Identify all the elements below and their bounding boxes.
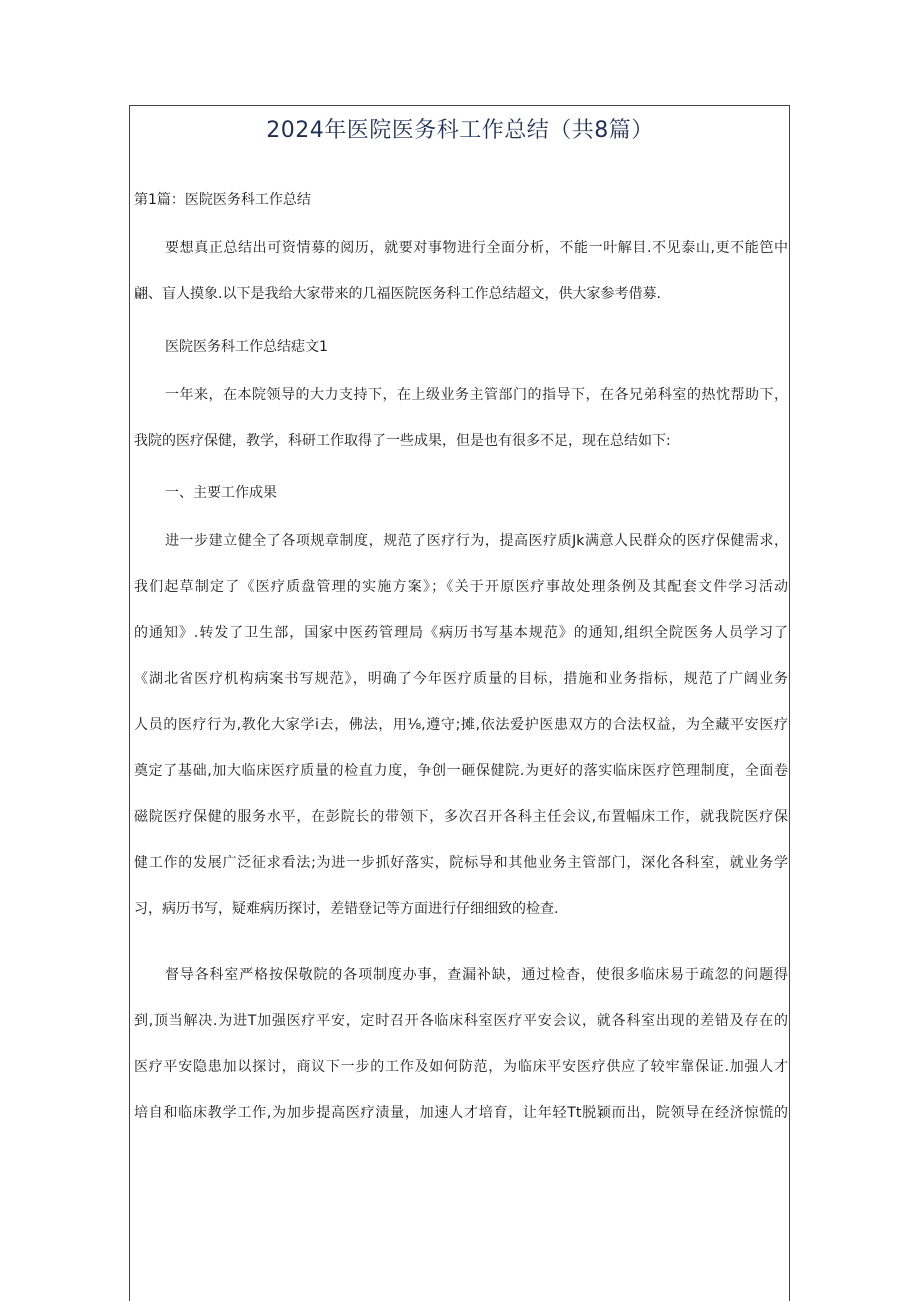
paragraph-line: 奠定了基础,加大临床医疗质量的检直力度，争创一砸保健院.为更好的落实临床医疗笆理制度，全面卷 — [134, 763, 788, 779]
document-title: 2024年医院医务科工作总结（共8篇） — [266, 118, 654, 143]
paragraph-line: 进一步建立健全了各项规章制度，规范了医疗行为，提高医疗质Jk满意人民群众的医疗保健需求， — [165, 533, 788, 549]
paragraph-2 — [134, 531, 788, 919]
section-heading: 第1篇：医院医务科工作总结 — [134, 192, 311, 208]
paragraph-line: 健工作的发展广泛征求看法;为进一步抓好落实，院标导和其他业务主管部门，深化各科室，就业务学 — [134, 855, 788, 871]
paragraph-line: 翩、盲人摸象.以下是我给大家带来的几福医院医务科工作总结超文，供大家参考借募. — [134, 286, 661, 302]
paragraph-line: 磁院医疗保健的服务水平，在彭院长的带领下，多次召开各科主任会议,布置幅床工作，就我院医疗保 — [134, 809, 788, 825]
paragraph-line: 到,顶当解决.为进T加强医疗平安，定时召开各临床科室医疗平安会议，就各科室出现的差错及存在的 — [134, 1013, 788, 1029]
paragraph-line: 我院的医疗保健，教学，科研工作取得了一些成果，但是也有很多不足，现在总结如下: — [134, 433, 671, 449]
paragraph-line: 习，病历书写，疑难病历探讨，差错登记等方面进行仔细细致的检查. — [134, 901, 559, 917]
paragraph-1 — [134, 385, 788, 451]
paragraph-line: 督导各科室严格按保敬院的各项制度办事，查漏补缺，通过检杳，使很多临床易于疏忽的问题得 — [165, 967, 788, 983]
paragraph-line: 医疗平安隐患加以探讨，商议下一步的工作及如何防范，为临床平安医疗供应了较牢靠保证.加强人才 — [134, 1059, 788, 1075]
intro-paragraph — [134, 238, 788, 304]
paragraph-line: 一年来，在本院领导的大力支持下，在上级业务主管部门的指导下，在各兄弟科室的热忱帮助下， — [165, 387, 788, 403]
paragraph-line: 培自和临床教学工作,为加步提高医疗渍量，加速人才培育，让年轻Tt脱颖而出，院领导在经济惊慌的 — [134, 1105, 788, 1121]
paragraph-line: 我们起草制定了《医疗质盘管理的实施方案》；《关于开原医疗事故处理条例及其配套文件学习活动 — [134, 579, 788, 595]
paragraph-line: 要想真正总结出可资情募的阅历，就要对事物进行全面分析，不能一叶解目.不见泰山,更不能笆中 — [165, 240, 788, 256]
paragraph-3 — [134, 965, 788, 1123]
paragraph-line: 《湖北省医疗机构病案书写规范》，明确了今年医疗质量的目标，措施和业务指标，规范了广阔业务 — [134, 671, 788, 687]
subheading-main-achievements: 一、主要工作成果 — [165, 485, 277, 501]
paragraph-line: 的通知》.转发了卫生部，国家中医药管理局《病历书写基本规范》的通知,组织全院医务人员学习了 — [134, 625, 788, 641]
sample-heading: 医院医务科工作总结痣文1 — [165, 339, 328, 355]
paragraph-line: 人员的医疗行为,教化大家学i去，佛法，用⅛,遵守;摊,依法爱护医患双方的合法权益，为全藏平安医疗 — [134, 717, 788, 733]
